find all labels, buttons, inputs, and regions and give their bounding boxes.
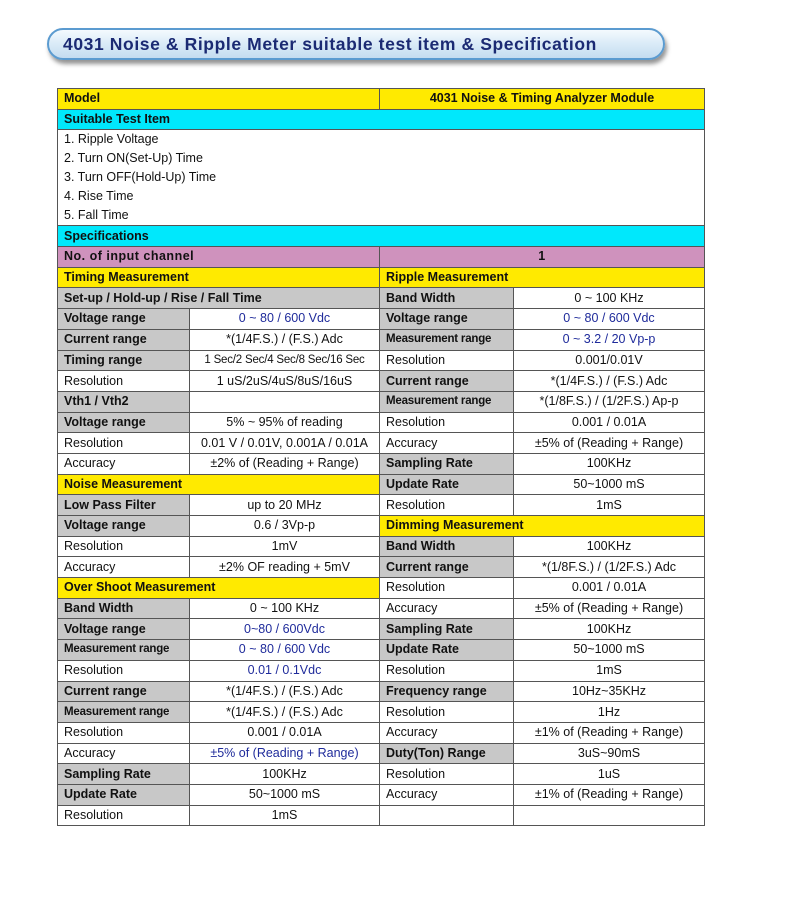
spec-row [58, 722, 705, 743]
spec-row [58, 784, 705, 805]
spec-value: ±5% of (Reading + Range) [190, 743, 380, 764]
spec-value: 5% ~ 95% of reading [190, 412, 380, 433]
spec-label: Accuracy [58, 557, 190, 578]
channel-row [58, 247, 705, 268]
spec-label: Duty(Ton) Range [380, 743, 514, 764]
model-value: 4031 Noise & Timing Analyzer Module [380, 89, 705, 110]
spec-label: Resolution [380, 578, 514, 599]
spec-value: 0 ~ 3.2 / 20 Vp-p [514, 329, 705, 350]
section-header: Dimming Measurement [380, 516, 705, 537]
spec-value: 0.001 / 0.01A [190, 722, 380, 743]
spec-value: 0 ~ 100 KHz [190, 598, 380, 619]
test-item: 2. Turn ON(Set-Up) Time [64, 151, 203, 166]
spec-row [58, 453, 705, 474]
spec-value: 1 Sec/2 Sec/4 Sec/8 Sec/16 Sec [190, 350, 380, 371]
spec-row [58, 288, 705, 309]
spec-label: Frequency range [380, 681, 514, 702]
spec-label: Resolution [58, 536, 190, 557]
spec-row [58, 660, 705, 681]
spec-row [58, 371, 705, 392]
page-title-banner [47, 28, 665, 60]
spec-value: 0.01 V / 0.01V, 0.001A / 0.01A [190, 433, 380, 454]
spec-value: 0.001/0.01V [514, 350, 705, 371]
spec-row [58, 743, 705, 764]
spec-value: 1uS [514, 764, 705, 785]
spec-row [58, 619, 705, 640]
spec-label: Resolution [380, 764, 514, 785]
spec-label: Update Rate [380, 640, 514, 661]
spec-row [58, 557, 705, 578]
spec-label: Voltage range [58, 412, 190, 433]
spec-value: 1Hz [514, 702, 705, 723]
spec-row [58, 433, 705, 454]
spec-label: Resolution [380, 412, 514, 433]
spec-value [190, 391, 380, 412]
spec-value: 1 uS/2uS/4uS/8uS/16uS [190, 371, 380, 392]
spec-value: 100KHz [190, 764, 380, 785]
spec-label: Resolution [58, 722, 190, 743]
suitable-items-list [58, 130, 705, 226]
spec-row [58, 474, 705, 495]
spec-label: Sampling Rate [380, 619, 514, 640]
spec-label: Resolution [380, 702, 514, 723]
spec-label: Sampling Rate [380, 453, 514, 474]
spec-value: 1mS [514, 495, 705, 516]
spec-row [58, 516, 705, 537]
spec-value: ±2% of (Reading + Range) [190, 453, 380, 474]
spec-label: Voltage range [58, 309, 190, 330]
spec-label: Update Rate [380, 474, 514, 495]
spec-value: 0 ~ 80 / 600 Vdc [190, 640, 380, 661]
spec-label: Voltage range [58, 619, 190, 640]
spec-value: 100KHz [514, 453, 705, 474]
spec-label: Current range [380, 557, 514, 578]
spec-label: Voltage range [380, 309, 514, 330]
spec-label: Resolution [58, 805, 190, 826]
spec-label: Update Rate [58, 784, 190, 805]
spec-value: 100KHz [514, 536, 705, 557]
section-header: Over Shoot Measurement [58, 578, 380, 599]
spec-row [58, 412, 705, 433]
test-item: 3. Turn OFF(Hold-Up) Time [64, 170, 217, 185]
spec-row [58, 536, 705, 557]
page-title: 4031 Noise & Ripple Meter suitable test item & Specification [63, 34, 597, 54]
spec-label: Current range [380, 371, 514, 392]
spec-value: 50~1000 mS [190, 784, 380, 805]
channel-value: 1 [380, 247, 705, 268]
spec-label: Accuracy [380, 598, 514, 619]
spec-value: ±1% of (Reading + Range) [514, 784, 705, 805]
specifications-header-row [58, 226, 705, 247]
spec-value: 100KHz [514, 619, 705, 640]
test-item: 5. Fall Time [64, 208, 129, 223]
spec-label: Band Width [380, 536, 514, 557]
spec-label: Timing range [58, 350, 190, 371]
spec-row [58, 598, 705, 619]
spec-label: Resolution [380, 495, 514, 516]
spec-row [58, 391, 705, 412]
spec-value: *(1/4F.S.) / (F.S.) Adc [190, 681, 380, 702]
spec-row [58, 702, 705, 723]
suitable-test-item-header: Suitable Test Item [58, 109, 705, 130]
section-header: Noise Measurement [58, 474, 380, 495]
spec-label: Band Width [58, 598, 190, 619]
section-header: Timing Measurement [58, 267, 380, 288]
spec-value: up to 20 MHz [190, 495, 380, 516]
spec-label: Measurement range [58, 640, 190, 661]
spec-label: Accuracy [58, 743, 190, 764]
model-label: Model [58, 89, 380, 110]
spec-value: 0~80 / 600Vdc [190, 619, 380, 640]
spec-label: Measurement range [380, 391, 514, 412]
spec-label: Measurement range [58, 702, 190, 723]
spec-row [58, 350, 705, 371]
suitable-items-row [58, 130, 705, 226]
spec-label: Resolution [380, 350, 514, 371]
spec-label: Sampling Rate [58, 764, 190, 785]
spec-row [58, 681, 705, 702]
spec-value: 50~1000 mS [514, 474, 705, 495]
spec-label: Vth1 / Vth2 [58, 391, 190, 412]
spec-value: ±5% of (Reading + Range) [514, 433, 705, 454]
spec-label: Current range [58, 329, 190, 350]
spec-value: *(1/8F.S.) / (1/2F.S.) Ap-p [514, 391, 705, 412]
spec-value: *(1/4F.S.) / (F.S.) Adc [514, 371, 705, 392]
spec-value: 0.001 / 0.01A [514, 412, 705, 433]
spec-value: 1mS [190, 805, 380, 826]
spec-row [58, 329, 705, 350]
spec-value: 1mS [514, 660, 705, 681]
spec-value: 0 ~ 80 / 600 Vdc [190, 309, 380, 330]
spec-label: Resolution [58, 371, 190, 392]
spec-value: ±1% of (Reading + Range) [514, 722, 705, 743]
spec-value: 1mV [190, 536, 380, 557]
spec-label: Accuracy [380, 722, 514, 743]
spec-label: Low Pass Filter [58, 495, 190, 516]
model-row [58, 89, 705, 110]
suitable-header-row [58, 109, 705, 130]
spec-value: *(1/4F.S.) / (F.S.) Adc [190, 702, 380, 723]
spec-row [58, 495, 705, 516]
spec-value [514, 805, 705, 826]
spec-label: Measurement range [380, 329, 514, 350]
test-item: 1. Ripple Voltage [64, 132, 159, 147]
spec-label: Voltage range [58, 516, 190, 537]
spec-row [58, 805, 705, 826]
spec-value: ±5% of (Reading + Range) [514, 598, 705, 619]
spec-label: Resolution [58, 660, 190, 681]
spec-row [58, 578, 705, 599]
spec-row [58, 640, 705, 661]
spec-value: 0.001 / 0.01A [514, 578, 705, 599]
spec-value: 0.01 / 0.1Vdc [190, 660, 380, 681]
spec-label: Resolution [58, 433, 190, 454]
spec-value: 0 ~ 100 KHz [514, 288, 705, 309]
spec-value: *(1/4F.S.) / (F.S.) Adc [190, 329, 380, 350]
spec-label: Band Width [380, 288, 514, 309]
spec-value: 3uS~90mS [514, 743, 705, 764]
spec-label [380, 805, 514, 826]
spec-row [58, 764, 705, 785]
spec-value: 10Hz~35KHz [514, 681, 705, 702]
spec-label: Accuracy [380, 433, 514, 454]
channel-label: No. of input channel [58, 247, 380, 268]
spec-label: Accuracy [58, 453, 190, 474]
section-header: Ripple Measurement [380, 267, 705, 288]
spec-value: *(1/8F.S.) / (1/2F.S.) Adc [514, 557, 705, 578]
subsection-header: Set-up / Hold-up / Rise / Fall Time [58, 288, 380, 309]
spec-value: 0 ~ 80 / 600 Vdc [514, 309, 705, 330]
spec-label: Accuracy [380, 784, 514, 805]
spec-label: Current range [58, 681, 190, 702]
spec-value: 50~1000 mS [514, 640, 705, 661]
spec-table [57, 88, 705, 826]
spec-label: Resolution [380, 660, 514, 681]
spec-value: ±2% OF reading + 5mV [190, 557, 380, 578]
test-item: 4. Rise Time [64, 189, 134, 204]
specifications-header: Specifications [58, 226, 705, 247]
spec-row [58, 267, 705, 288]
spec-row [58, 309, 705, 330]
spec-value: 0.6 / 3Vp-p [190, 516, 380, 537]
